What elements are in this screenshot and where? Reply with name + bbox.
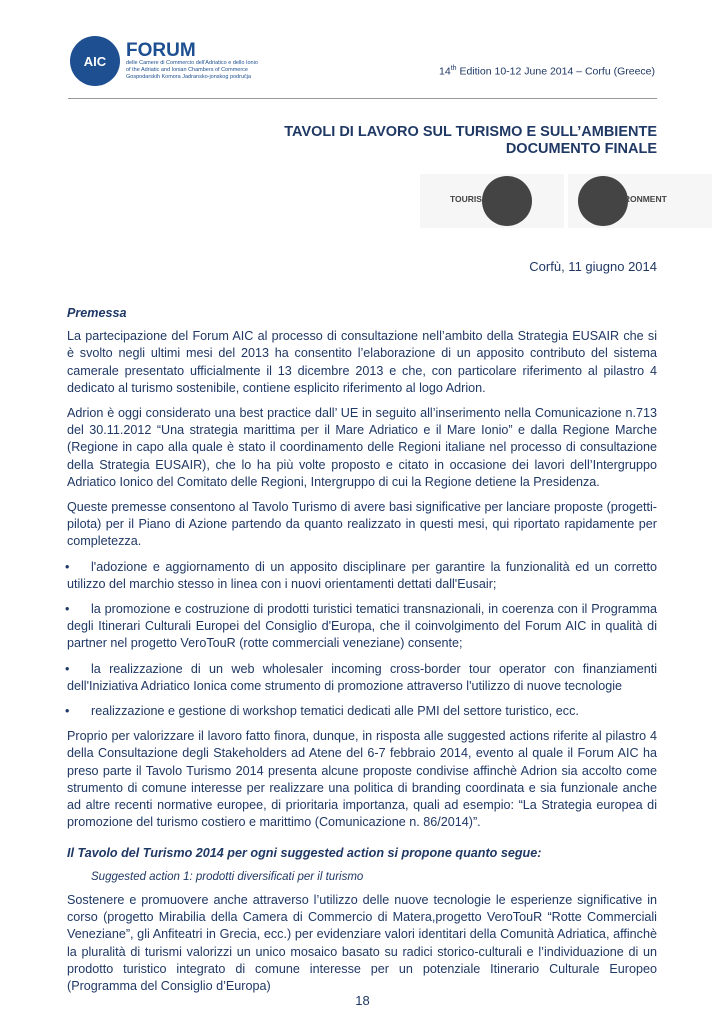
logo-title: FORUM <box>126 40 196 61</box>
document-date: Corfù, 11 giugno 2014 <box>529 259 657 274</box>
document-body <box>67 305 657 1003</box>
section-heading: Premessa <box>67 306 127 320</box>
aic-logo-icon: AIC <box>70 36 120 86</box>
paragraph: Proprio per valorizzare il lavoro fatto finora, dunque, in risposta alle suggested actions riferite al pilastro 4 della Consultazione degli Stakeholders ad Atene del 6-7 febbraio 2014, evento al quale il Forum AIC ha preso parte il Tavolo Turismo 2014 presenta alcune proposte condivise affinchè Adrion sia accolto come strumento di comune interesse per realizzare una politica di branding coordinata e sia funzionale anche ad altre recenti normative europee, di prioritaria importanza, quali ad esempio: “La Strategia europea di promozione del turismo costiero e marittimo (Comunicazione n. 86/2014)”. <box>67 729 657 830</box>
bullet-item: • realizzazione e gestione di workshop tematici dedicati alle PMI del settore turistico, ecc. <box>67 703 657 720</box>
bullet-item: • la promozione e costruzione di prodotti turistici tematici transnazionali, in coerenza con il Programma degli Itinerari Culturali Europei del Consiglio d'Europa, che il coinvolgimento del Forum AIC in qualità di partner nel progetto VeroTouR (rotte commerciali veneziane) consente; <box>67 601 657 653</box>
paragraph: Sostenere e promuovere anche attraverso l’utilizzo delle nuove tecnologie le esperienze significative in corso (progetto Mirabilia della Camera di Commercio di Matera,progetto VeroTouR “Rotte Commerciali Veneziane”, gli Anfiteatri in Grecia, ecc.) per evidenziare valori identitari della Comunità Adriatica, affinchè la pluralità di turismi valorizzi un unico mosaico basato su radici storico-culturali e l’individuazione di un prodotto turistico integrato di comune interesse per un potenziale Itinerario Culturale Europeo (Programma del Consiglio d’Europa) <box>67 892 657 993</box>
environment-icon: ENVIRONMENT <box>568 174 712 228</box>
paragraph: Queste premesse consentono al Tavolo Turismo di avere basi significative per lanciare proposte (progetti-pilota) per il Piano di Azione partendo da quanto realizzato in questi mesi, qui riportato rapidamente per completezza. <box>67 500 657 549</box>
document-title: TAVOLI DI LAVORO SUL TURISMO E SULL’AMBIENTE DOCUMENTO FINALE <box>284 124 657 157</box>
page-number: 18 <box>355 993 370 1008</box>
logo-line: Gospodarskih Komora Jadransko-jonskog područja <box>126 74 252 80</box>
section-heading: Il Tavolo del Turismo 2014 per ogni suggested action si propone quanto segue: <box>67 846 542 861</box>
paragraph: Adrion è oggi considerato una best practice dall’ UE in seguito all’inserimento nella Comunicazione n.713 del 30.11.2012 “Una strategia marittima per il Mare Adriatico e il Mare Ionio” e dalla Regione Marche (Regione in capo alla quale è stato il coordinamento delle Regioni italiane nel processo di consultazione della Strategia EUSAIR), che lo ha più volte proposto e citato in occasione dei lavori dell’Intergruppo Adriatico Ionico del Comitato delle Regioni, Intergruppo di cui la Regione detiene la Presidenza. <box>67 406 657 489</box>
bullet-item: • la realizzazione di un web wholesaler incoming cross-border tour operator con finanziamenti dell'Iniziativa Adriatico Ionica come strumento di promozione attraverso l'utilizzo di nuove tecnologie <box>67 661 657 695</box>
logo-line: of the Adriatic and Ionian Chambers of Commerce <box>126 67 248 73</box>
header-divider <box>68 98 657 99</box>
subheading: Suggested action 1: prodotti diversificati per il turismo <box>91 870 364 883</box>
bullet-item: • l'adozione e aggiornamento di un apposito disciplinare per garantire la funzionalità ed un corretto utilizzo del marchio stesso in linea con i nuovi orientamenti dettati dall'Eusair; <box>67 559 657 593</box>
tourism-icon: TOURISM <box>420 174 564 228</box>
paragraph: La partecipazione del Forum AIC al processo di consultazione nell’ambito della Strategia EUSAIR che si è svolto negli ultimi mesi del 2013 ha consentito l’elaborazione di un apposito contributo del sistema camerale presentato ufficialmente il 13 dicembre 2013 e che, con particolare riferimento al pilastro 4 dedicato al turismo sostenibile, contiene esplicito riferimento al logo Adrion. <box>67 329 657 395</box>
logo-line: delle Camere di Commercio dell'Adriatico e dello Ionio <box>126 60 258 66</box>
bullet-list <box>67 559 657 721</box>
forum-aic-logo <box>70 36 258 86</box>
theme-icons <box>420 174 712 228</box>
edition-info: 14th Edition 10-12 June 2014 – Corfu (Greece) <box>439 65 655 78</box>
